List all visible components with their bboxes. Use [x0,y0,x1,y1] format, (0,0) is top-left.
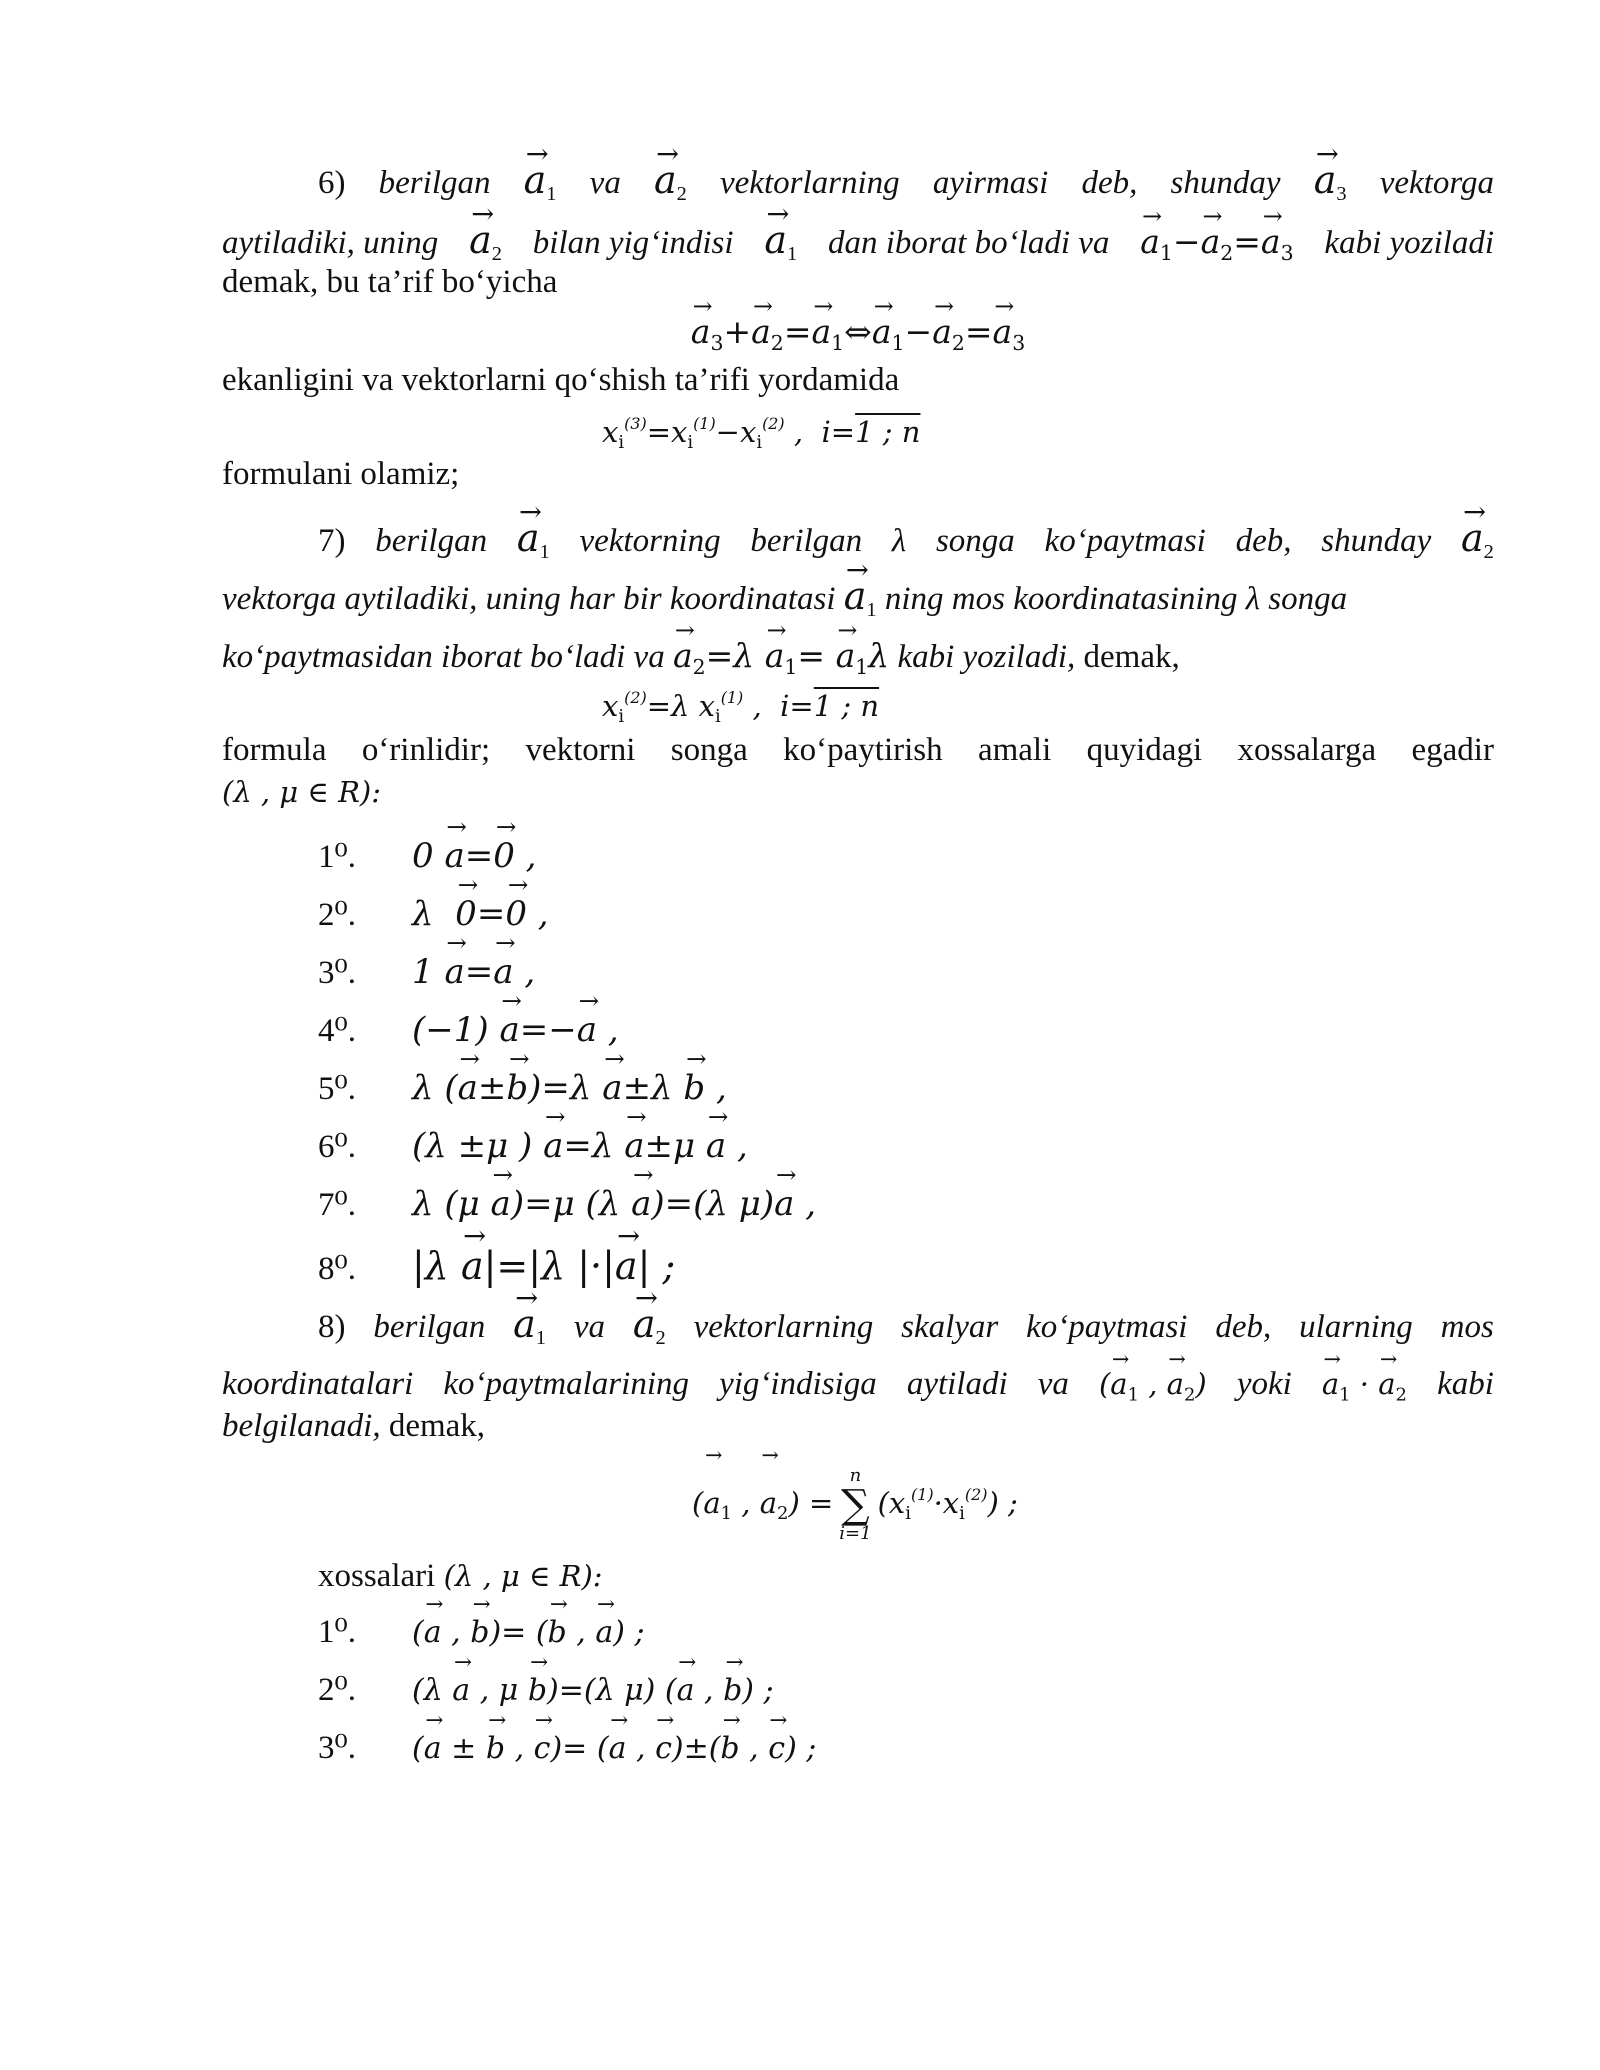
dot-product-formula: (→ $a_1$ , → $a_2$) = n ∑ i=1 $(x_i^{(1)}\cdot x_i^{(2)})$ ; [692,1450,1292,1540]
dot-property-item: 2⁰. (λ → a , μ → b)=(λ μ) (→ a , → b) ; [318,1664,774,1716]
dot-product-notation: (→ $a_1$ , → $a_2$) [1099,1362,1207,1417]
p6-line-3: demak, bu ta’rif bo‘yicha [222,264,558,300]
vector-a1: → $a_1$ [524,158,557,216]
dot-property-item: 3⁰. (→ a ± → b , → c)= (→ a , → c)±(→ b , → c) ; [318,1722,816,1774]
p7-line-5: formula o‘rinlidir; vektorni songa ko‘paytirish amali quyidagi xossalarga egadir [222,732,1494,768]
p8-properties-heading: xossalari (λ , μ ∈ R): [318,1558,603,1594]
p8-line-2: koordinatalari ko‘paytmalarining yig‘indisiga aytiladi va (→ $a_1$ , → $a_2$) yoki → $a_1$ · → $a_2$ kabi [222,1362,1494,1406]
scalar-coordinate-formula: $x_i^{(2)}=\lambda$ $x_i^{(1)}$ , i=1 ; n [602,688,880,728]
p7-line-2: vektorga aytiladiki, uning har bir koordinatasi → $a_1$ ning mos koordinatasining λ songa [222,574,1494,618]
equivalence-formula: → $a_3+\to a_2=\to$ $a_1\Leftrightarrow\to a_1-\to a_2=\to a_3$ [222,310,1494,354]
p7-line-3: ko‘paytmasidan iborat bo‘ladi va → $a_2=\lambda \to a_1= \to a_1\lambda$ kabi yoziladi, demak, [222,634,1494,678]
p8-line-1: 8) berilgan → $a_1$ va → $a_2$ vektorlarning skalyar ko‘paytmasi deb, ularning mos [222,1302,1494,1346]
vector-a3: → $a_3$ [1314,158,1347,216]
p6-line-1: 6) berilgan → $a_1$ va → $a_2$ vektorlarning ayirmasi deb, shunday → $a_3$ vektorga [222,158,1494,202]
scalar-multiplication-formula: → $a_2=\lambda \to a_1= \to a_1\lambda$ [673,636,889,675]
property-item: 8⁰. |λ → a|=|λ |·|→ a| ; [318,1240,675,1292]
summation-sign: n ∑ i=1 [839,1464,872,1544]
p6-line-2: aytiladiki, uning → $a_2$ bilan yig‘indisi → $a_1$ dan iborat bo‘ladi va → $a_1-\to a_2=\to a_3$ kabi yoziladi [222,218,1494,262]
property-item: 5⁰. λ (→ a±→ b)=λ → a±λ → b , [318,1062,727,1114]
property-item: 2⁰. λ → 0=→ 0 , [318,888,549,940]
difference-formula: → $a_1-\to a_2=\to a_3$ [1140,220,1293,275]
difference-coordinate-formula: $x_i^{(3)}=x_i^{(1)}-x_i^{(2)}$ , i=1 ; n [602,414,921,454]
p6-line-7: formulani olamiz; [222,456,460,492]
p6-line-5: ekanligini va vektorlarni qo‘shish ta’rifi yordamida [222,362,900,398]
property-item: 6⁰. (λ ±μ ) → a=λ → a±μ → a , [318,1120,748,1172]
dot-property-item: 1⁰. (→ a , → b)= (→ b , → a) ; [318,1606,645,1658]
property-item: 1⁰. 0 → a=→ 0 , [318,830,537,882]
p8-line-3: belgilanadi, demak, [222,1408,486,1444]
property-item: 4⁰. (−1) → a=−→ a , [318,1004,619,1056]
vector-a2: → $a_2$ [654,158,687,216]
p7-line-1: 7) berilgan → $a_1$ vektorning berilgan λ songa ko‘paytmasi deb, shunday → $a_2$ [222,516,1494,560]
property-item: 7⁰. λ (μ → a)=μ (λ → a)=(λ μ)→ a , [318,1178,816,1230]
p7-line-6: (λ , μ ∈ R): [222,775,382,809]
property-item: 3⁰. 1 → a=→ a , [318,946,535,998]
